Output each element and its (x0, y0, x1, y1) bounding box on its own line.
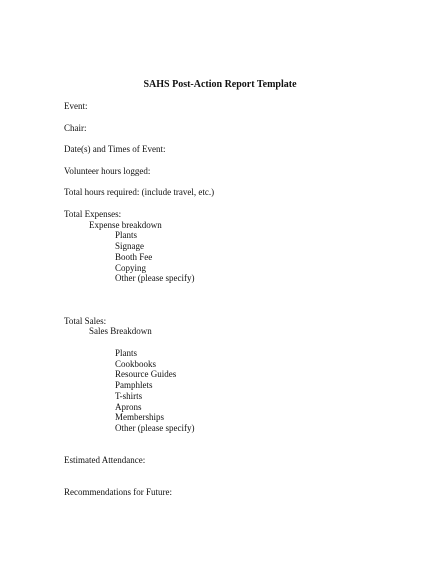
sales-item: Plants (115, 348, 138, 358)
expense-item: Copying (115, 263, 147, 273)
total-expenses-label: Total Expenses: (64, 209, 122, 219)
sales-item: T-shirts (115, 391, 143, 401)
event-label: Event: (64, 101, 88, 111)
sales-item: Pamphlets (115, 380, 153, 390)
expense-breakdown-label: Expense breakdown (89, 220, 162, 230)
document-title: SAHS Post-Action Report Template (143, 79, 297, 90)
total-sales-label: Total Sales: (64, 316, 107, 326)
sales-item: Other (please specify) (115, 423, 195, 433)
sales-item: Resource Guides (115, 369, 177, 379)
sales-item: Cookbooks (115, 359, 157, 369)
expense-item: Signage (115, 241, 144, 251)
expense-item: Other (please specify) (115, 273, 195, 283)
expense-item: Plants (115, 230, 138, 240)
total-hours-label: Total hours required: (include travel, etc.) (64, 187, 215, 197)
sales-item: Memberships (115, 412, 164, 422)
chair-label: Chair: (64, 123, 87, 133)
sales-breakdown-label: Sales Breakdown (89, 326, 152, 336)
expense-item: Booth Fee (115, 252, 153, 262)
volunteer-hours-label: Volunteer hours logged: (64, 166, 151, 176)
estimated-attendance-label: Estimated Attendance: (64, 455, 146, 465)
sales-item: Aprons (115, 402, 142, 412)
recommendations-label: Recommendations for Future: (64, 487, 172, 497)
dates-times-label: Date(s) and Times of Event: (64, 144, 166, 154)
